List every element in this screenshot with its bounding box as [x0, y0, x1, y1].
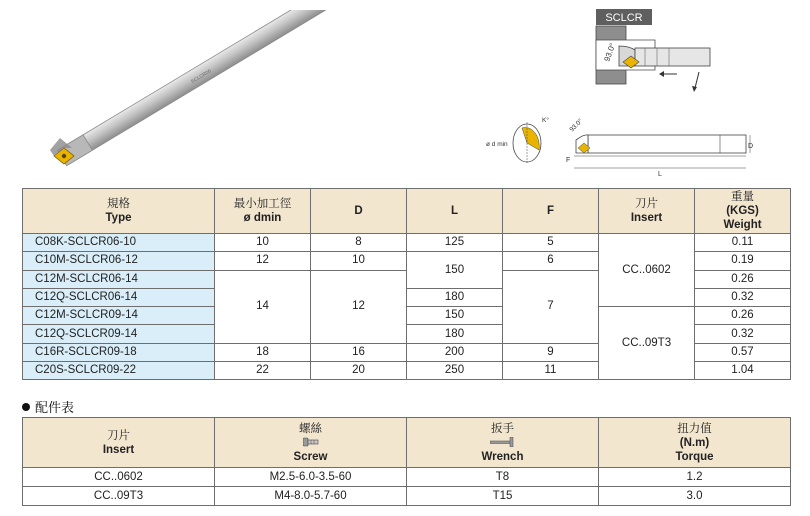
l-cell: 250 [407, 362, 503, 380]
diameter-label: D [748, 143, 754, 150]
f-cell: 5 [503, 234, 599, 252]
spec-header-row [23, 189, 791, 234]
dmin-cell: 22 [215, 362, 311, 380]
table-row [23, 307, 791, 325]
f-cell: 11 [503, 362, 599, 380]
type-cell: C12Q-SCLCR09-14 [23, 325, 215, 343]
header-f: F [503, 189, 599, 234]
table-row [23, 468, 791, 487]
tool-engraving: SCLCR06 [190, 68, 213, 86]
acc-header-torque: 扭力值 (N.m) Torque [599, 418, 791, 468]
weight-cell: 0.32 [695, 288, 791, 306]
table-row [23, 234, 791, 252]
acc-header-row [23, 418, 791, 468]
acc-wrench-cell: T8 [407, 468, 599, 487]
l-cell: 150 [407, 307, 503, 325]
dmin-label: ø d min [486, 141, 508, 148]
k-angle-label: K° [542, 117, 549, 124]
schematic-label: SCLCR [605, 12, 643, 24]
insert-cell: CC..09T3 [599, 307, 695, 380]
header-type: 規格 Type [23, 189, 215, 234]
header-d: D [311, 189, 407, 234]
screw-icon [303, 437, 319, 447]
weight-cell: 0.32 [695, 325, 791, 343]
acc-wrench-cell: T15 [407, 487, 599, 506]
table-row [23, 487, 791, 506]
acc-header-insert: 刀片 Insert [23, 418, 215, 468]
dmin-cell: 10 [215, 234, 311, 252]
l-cell: 125 [407, 234, 503, 252]
acc-torque-cell: 3.0 [599, 487, 791, 506]
weight-cell: 0.57 [695, 343, 791, 361]
insert-cell: CC..0602 [599, 234, 695, 307]
weight-cell: 1.04 [695, 362, 791, 380]
dmin-cell: 14 [215, 270, 311, 343]
f-label: F [566, 157, 571, 164]
d-cell: 12 [311, 270, 407, 343]
weight-cell: 0.11 [695, 234, 791, 252]
dmin-cell: 12 [215, 252, 311, 270]
bullet-icon [22, 403, 30, 411]
weight-cell: 0.26 [695, 307, 791, 325]
type-cell: C20S-SCLCR09-22 [23, 362, 215, 380]
d-cell: 20 [311, 362, 407, 380]
boring-schematic [585, 4, 715, 96]
f-cell: 9 [503, 343, 599, 361]
acc-insert-cell: CC..09T3 [23, 487, 215, 506]
type-cell: C12M-SCLCR09-14 [23, 307, 215, 325]
acc-insert-cell: CC..0602 [23, 468, 215, 487]
type-cell: C10M-SCLCR06-12 [23, 252, 215, 270]
schematic-angle: 93.0° [602, 41, 618, 63]
acc-header-screw: 螺絲 Screw [215, 418, 407, 468]
header-l: L [407, 189, 503, 234]
accessories-title: 配件表 [22, 397, 74, 416]
tool-bar-image [40, 10, 340, 180]
type-cell: C12M-SCLCR06-14 [23, 270, 215, 288]
side-angle-label: 93.0° [568, 117, 585, 134]
header-weight: 重量 (KGS) Weight [695, 189, 791, 234]
acc-torque-cell: 1.2 [599, 468, 791, 487]
spec-table [22, 188, 791, 380]
l-cell: 200 [407, 343, 503, 361]
wrench-icon [490, 437, 516, 447]
acc-screw-cell: M2.5-6.0-3.5-60 [215, 468, 407, 487]
f-cell: 6 [503, 252, 599, 270]
acc-screw-cell: M4-8.0-5.7-60 [215, 487, 407, 506]
weight-cell: 0.19 [695, 252, 791, 270]
l-cell: 180 [407, 325, 503, 343]
type-cell: C12Q-SCLCR06-14 [23, 288, 215, 306]
d-cell: 10 [311, 252, 407, 270]
l-cell: 150 [407, 252, 503, 289]
weight-cell: 0.26 [695, 270, 791, 288]
l-cell: 180 [407, 288, 503, 306]
f-cell: 7 [503, 270, 599, 343]
d-cell: 8 [311, 234, 407, 252]
length-label: L [658, 171, 662, 178]
accessories-table [22, 417, 791, 506]
d-cell: 16 [311, 343, 407, 361]
dmin-cell: 18 [215, 343, 311, 361]
dimension-drawing [480, 110, 770, 182]
type-cell: C08K-SCLCR06-10 [23, 234, 215, 252]
header-dmin: 最小加工徑 ø dmin [215, 189, 311, 234]
header-insert: 刀片 Insert [599, 189, 695, 234]
type-cell: C16R-SCLCR09-18 [23, 343, 215, 361]
acc-header-wrench: 扳手 Wrench [407, 418, 599, 468]
